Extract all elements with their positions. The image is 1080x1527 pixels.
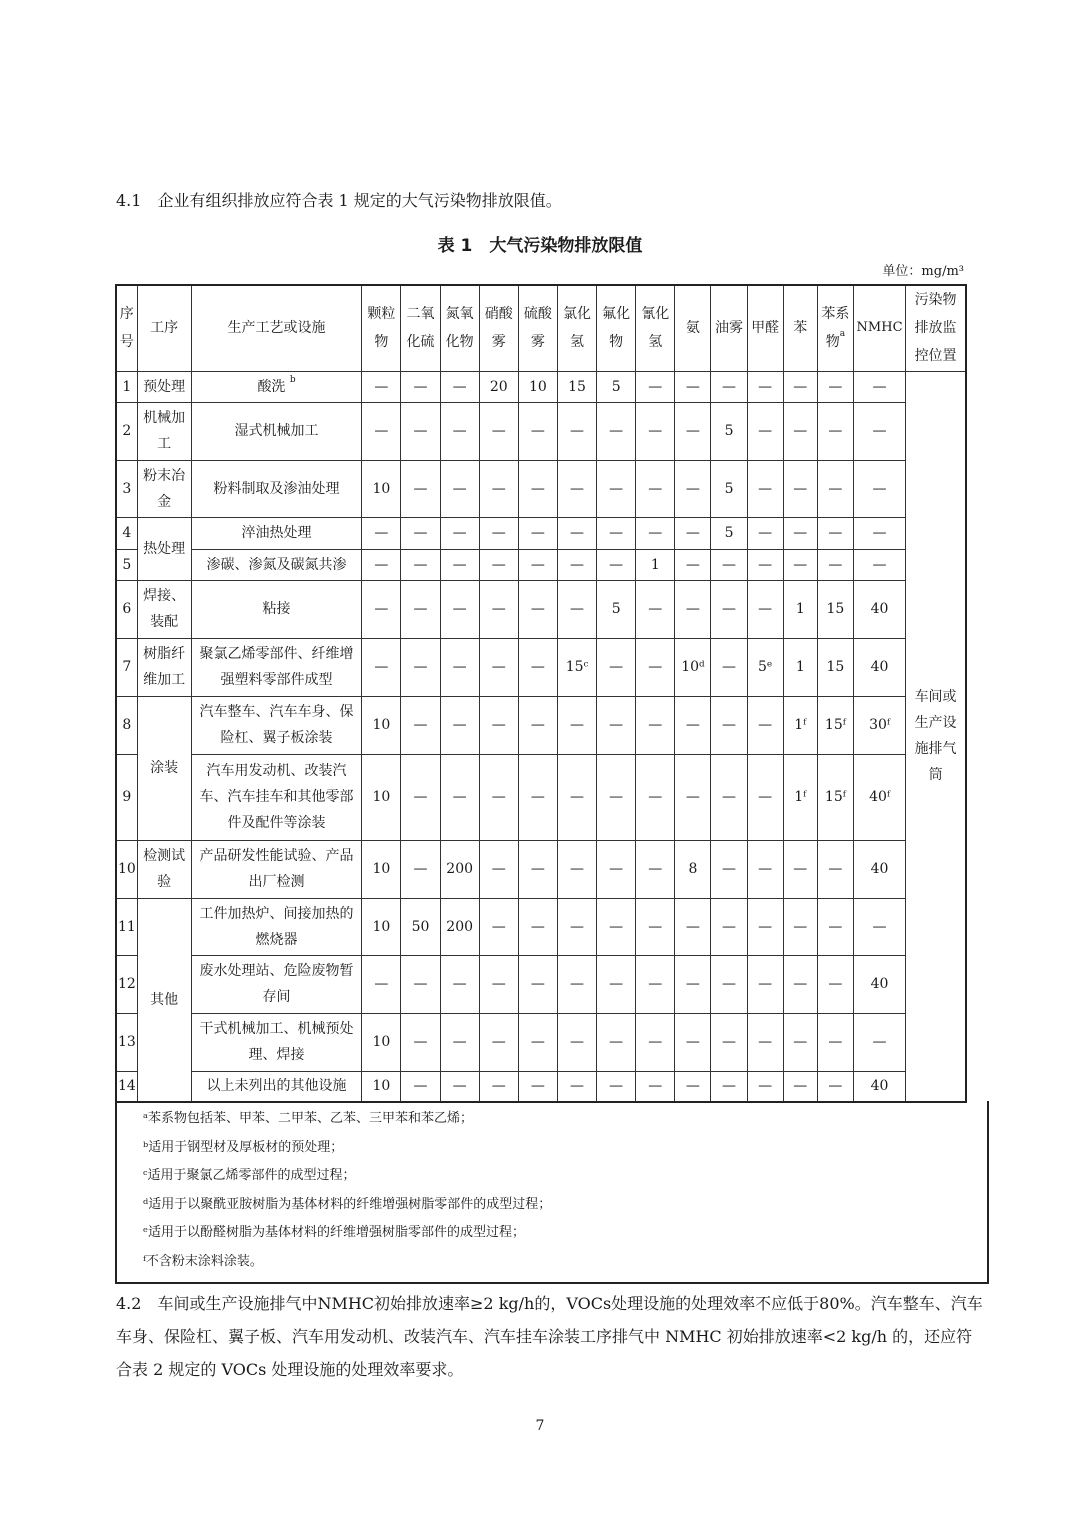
value-cell: — <box>817 549 853 580</box>
value-cell: — <box>440 696 479 754</box>
value-cell: — <box>817 402 853 460</box>
value-cell: — <box>675 517 711 549</box>
row-number: 11 <box>116 898 137 955</box>
value-cell: — <box>747 460 783 517</box>
value-cell: — <box>597 696 636 754</box>
value-cell: 15 <box>817 638 853 696</box>
value-cell: 10 <box>362 696 401 754</box>
value-cell: — <box>557 460 596 517</box>
value-cell: — <box>675 898 711 955</box>
header-process: 工序 <box>137 285 191 371</box>
value-cell: — <box>675 371 711 402</box>
table-row <box>116 549 966 580</box>
value-cell: — <box>597 898 636 955</box>
value-cell: 10 <box>362 460 401 517</box>
value-cell: 40 <box>853 955 905 1013</box>
row-number: 3 <box>116 460 137 517</box>
value-cell: — <box>597 517 636 549</box>
process-cell: 焊接、装配 <box>137 580 191 638</box>
table-row <box>116 754 966 840</box>
value-cell: — <box>479 696 518 754</box>
section-4-2-text: 4.2 车间或生产设施排气中NMHC初始排放速率≥2 kg/h的，VOCs处理设施的处理效率不应低于80%。汽车整车、汽车车身、保险杠、翼子板、汽车用发动机、改装汽车、汽车挂车涂装工序排气中 NMHC 初始排放速率<2 kg/h 的，还应符合表 2 规定的 VOCs 处理设施的处理效率要求。 <box>116 1294 983 1379</box>
section-4-1-text: 4.1 企业有组织排放应符合表 1 规定的大气污染物排放限值。 <box>116 191 562 210</box>
value-cell: — <box>817 840 853 898</box>
value-cell: — <box>636 402 675 460</box>
value-cell: 5ᵉ <box>747 638 783 696</box>
facility-cell: 以上未列出的其他设施 <box>191 1071 362 1102</box>
value-cell: — <box>557 1013 596 1071</box>
row-number: 9 <box>116 754 137 840</box>
value-cell: 5 <box>597 580 636 638</box>
process-cell: 预处理 <box>137 371 191 402</box>
facility-cell: 废水处理站、危险废物暂存间 <box>191 955 362 1013</box>
value-cell: — <box>597 638 636 696</box>
value-cell: — <box>636 517 675 549</box>
value-cell: — <box>853 898 905 955</box>
value-cell: — <box>362 549 401 580</box>
value-cell: — <box>518 517 557 549</box>
value-cell: 40 <box>853 580 905 638</box>
value-cell: — <box>518 402 557 460</box>
value-cell: — <box>597 1071 636 1102</box>
value-cell: — <box>479 517 518 549</box>
value-cell: — <box>817 1013 853 1071</box>
value-cell: — <box>440 549 479 580</box>
value-cell: — <box>479 638 518 696</box>
value-cell: — <box>783 549 817 580</box>
row-number: 4 <box>116 517 137 549</box>
value-cell: 10 <box>362 840 401 898</box>
value-cell: — <box>518 460 557 517</box>
facility-label: 酸洗 <box>257 378 286 395</box>
value-cell: — <box>675 580 711 638</box>
value-cell: — <box>557 754 596 840</box>
value-cell: — <box>518 1071 557 1102</box>
value-cell: 10 <box>362 754 401 840</box>
value-cell: — <box>636 696 675 754</box>
footnote: ᵃ苯系物包括苯、甲苯、二甲苯、乙苯、三甲苯和苯乙烯； <box>143 1111 474 1126</box>
value-cell: 40 <box>853 1071 905 1102</box>
table-row <box>116 898 966 955</box>
value-cell: — <box>636 371 675 402</box>
header-oil-mist: 油雾 <box>711 285 747 371</box>
value-cell: 200 <box>440 840 479 898</box>
value-cell: — <box>557 840 596 898</box>
value-cell: — <box>597 460 636 517</box>
value-cell: — <box>711 955 747 1013</box>
monitoring-location-cell: 车间或生产设施排气筒 <box>906 371 966 1102</box>
value-cell: — <box>783 840 817 898</box>
header-nitric-acid-mist: 硝酸雾 <box>479 285 518 371</box>
value-cell: — <box>479 580 518 638</box>
value-cell: — <box>557 898 596 955</box>
value-cell: — <box>401 696 440 754</box>
value-cell: — <box>440 955 479 1013</box>
value-cell: — <box>747 371 783 402</box>
value-cell: — <box>518 638 557 696</box>
table-caption: 表 1 大气污染物排放限值 <box>437 236 643 256</box>
value-cell: — <box>636 580 675 638</box>
header-particulate: 颗粒物 <box>362 285 401 371</box>
value-cell: — <box>711 1013 747 1071</box>
value-cell: — <box>479 754 518 840</box>
header-sulfuric-acid-mist: 硫酸雾 <box>518 285 557 371</box>
value-cell: — <box>401 371 440 402</box>
value-cell: — <box>747 840 783 898</box>
value-cell: — <box>479 955 518 1013</box>
value-cell: — <box>675 696 711 754</box>
value-cell: — <box>440 402 479 460</box>
value-cell: 15 <box>557 371 596 402</box>
value-cell: — <box>440 517 479 549</box>
value-cell: 40ᶠ <box>853 754 905 840</box>
value-cell: — <box>747 898 783 955</box>
value-cell: 40 <box>853 638 905 696</box>
row-number: 14 <box>116 1071 137 1102</box>
value-cell: 1ᶠ <box>783 754 817 840</box>
page-number: 7 <box>535 1418 545 1434</box>
row-number: 10 <box>116 840 137 898</box>
value-cell: — <box>783 402 817 460</box>
value-cell: — <box>747 517 783 549</box>
value-cell: — <box>440 1013 479 1071</box>
value-cell: — <box>636 754 675 840</box>
value-cell: — <box>636 460 675 517</box>
value-cell: — <box>747 955 783 1013</box>
value-cell: 1 <box>783 580 817 638</box>
footnote-mark-b: b <box>289 374 296 385</box>
value-cell: — <box>401 402 440 460</box>
facility-cell: 淬油热处理 <box>191 517 362 549</box>
value-cell: — <box>440 1071 479 1102</box>
value-cell: — <box>518 549 557 580</box>
value-cell: — <box>636 638 675 696</box>
facility-cell: 粉料制取及渗油处理 <box>191 460 362 517</box>
header-benzene-series <box>817 285 853 371</box>
value-cell: — <box>518 840 557 898</box>
value-cell: 15ᶜ <box>557 638 596 696</box>
value-cell: — <box>853 402 905 460</box>
value-cell: — <box>675 402 711 460</box>
table-row <box>116 460 966 517</box>
value-cell: — <box>853 371 905 402</box>
value-cell: — <box>747 1071 783 1102</box>
value-cell: — <box>783 517 817 549</box>
value-cell: — <box>597 840 636 898</box>
value-cell: — <box>711 549 747 580</box>
value-cell: — <box>479 1071 518 1102</box>
row-number: 2 <box>116 402 137 460</box>
value-cell: — <box>401 754 440 840</box>
table-row <box>116 580 966 638</box>
value-cell: — <box>362 638 401 696</box>
value-cell: — <box>817 1071 853 1102</box>
value-cell: — <box>518 1013 557 1071</box>
value-cell: 20 <box>479 371 518 402</box>
value-cell: — <box>401 580 440 638</box>
process-cell: 其他 <box>137 898 191 1102</box>
table-row <box>116 1071 966 1102</box>
header-seq: 序号 <box>116 285 137 371</box>
table-footnotes <box>115 1101 989 1284</box>
process-cell: 检测试验 <box>137 840 191 898</box>
row-number: 12 <box>116 955 137 1013</box>
header-benzene-series-label: 苯系物 <box>821 306 850 351</box>
value-cell: 5 <box>711 402 747 460</box>
value-cell: — <box>362 517 401 549</box>
value-cell: — <box>440 371 479 402</box>
value-cell: 30ᶠ <box>853 696 905 754</box>
value-cell: — <box>479 898 518 955</box>
facility-cell: 汽车用发动机、改装汽车、汽车挂车和其他零部件及配件等涂装 <box>191 754 362 840</box>
value-cell: — <box>711 696 747 754</box>
value-cell: — <box>597 402 636 460</box>
value-cell: — <box>479 460 518 517</box>
row-number: 13 <box>116 1013 137 1071</box>
value-cell: — <box>783 460 817 517</box>
value-cell: — <box>711 1071 747 1102</box>
value-cell: — <box>479 549 518 580</box>
table-row <box>116 371 966 402</box>
process-cell: 树脂纤维加工 <box>137 638 191 696</box>
value-cell: — <box>853 1013 905 1071</box>
value-cell: — <box>518 955 557 1013</box>
value-cell: — <box>518 580 557 638</box>
header-benzene: 苯 <box>783 285 817 371</box>
process-cell: 热处理 <box>137 517 191 580</box>
value-cell: — <box>747 696 783 754</box>
value-cell: — <box>401 549 440 580</box>
value-cell: — <box>853 517 905 549</box>
value-cell: — <box>557 517 596 549</box>
value-cell: — <box>479 1013 518 1071</box>
value-cell: — <box>711 580 747 638</box>
value-cell: 5 <box>597 371 636 402</box>
value-cell: 1ᶠ <box>783 696 817 754</box>
value-cell: 8 <box>675 840 711 898</box>
value-cell: — <box>636 1071 675 1102</box>
footnote: ᵇ适用于钢型材及厚板材的预处理； <box>143 1139 344 1155</box>
value-cell: — <box>817 517 853 549</box>
value-cell: — <box>747 754 783 840</box>
value-cell: — <box>636 840 675 898</box>
value-cell: 200 <box>440 898 479 955</box>
header-facility: 生产工艺或设施 <box>191 285 362 371</box>
value-cell: — <box>636 955 675 1013</box>
emission-limits-table <box>115 284 967 1103</box>
value-cell: — <box>675 1071 711 1102</box>
unit-label: 单位：mg/m³ <box>882 264 964 279</box>
value-cell: — <box>636 1013 675 1071</box>
value-cell: — <box>783 1013 817 1071</box>
value-cell: — <box>636 898 675 955</box>
value-cell: 10 <box>362 898 401 955</box>
value-cell: — <box>675 549 711 580</box>
value-cell: 15ᶠ <box>817 696 853 754</box>
facility-cell: 湿式机械加工 <box>191 402 362 460</box>
facility-cell <box>191 371 362 402</box>
process-cell: 涂装 <box>137 696 191 840</box>
value-cell: 40 <box>853 840 905 898</box>
header-monitoring-location: 污染物排放监控位置 <box>906 285 966 371</box>
value-cell: — <box>557 402 596 460</box>
value-cell: 10 <box>362 1071 401 1102</box>
value-cell: — <box>557 696 596 754</box>
value-cell: — <box>401 460 440 517</box>
facility-cell: 干式机械加工、机械预处理、焊接 <box>191 1013 362 1071</box>
header-hcn: 氰化氢 <box>636 285 675 371</box>
value-cell: — <box>401 638 440 696</box>
value-cell: — <box>711 638 747 696</box>
header-nox: 氮氧化物 <box>440 285 479 371</box>
value-cell: — <box>557 1071 596 1102</box>
header-nmhc: NMHC <box>853 285 905 371</box>
row-number: 6 <box>116 580 137 638</box>
value-cell: — <box>518 696 557 754</box>
value-cell: 1 <box>783 638 817 696</box>
value-cell: — <box>401 1071 440 1102</box>
value-cell: — <box>401 955 440 1013</box>
value-cell: — <box>783 898 817 955</box>
value-cell: — <box>518 898 557 955</box>
value-cell: — <box>401 517 440 549</box>
row-number: 1 <box>116 371 137 402</box>
value-cell: — <box>711 371 747 402</box>
value-cell: 10 <box>362 1013 401 1071</box>
table-row <box>116 1013 966 1071</box>
value-cell: — <box>440 638 479 696</box>
row-number: 7 <box>116 638 137 696</box>
facility-cell: 聚氯乙烯零部件、纤维增强塑料零部件成型 <box>191 638 362 696</box>
value-cell: — <box>557 580 596 638</box>
value-cell: 5 <box>711 517 747 549</box>
value-cell: — <box>362 580 401 638</box>
facility-cell: 工件加热炉、间接加热的燃烧器 <box>191 898 362 955</box>
value-cell: — <box>440 754 479 840</box>
value-cell: — <box>362 371 401 402</box>
table-header-row <box>116 285 966 371</box>
footnote: ᵈ适用于以聚酰亚胺树脂为基体材料的纤维增强树脂零部件的成型过程； <box>143 1196 552 1212</box>
table-row <box>116 955 966 1013</box>
value-cell: — <box>675 754 711 840</box>
footnote-mark-a: a <box>839 329 846 340</box>
table-row <box>116 696 966 754</box>
facility-cell: 粘接 <box>191 580 362 638</box>
value-cell: — <box>747 402 783 460</box>
value-cell: — <box>557 549 596 580</box>
value-cell: — <box>597 955 636 1013</box>
facility-cell: 汽车整车、汽车车身、保险杠、翼子板涂装 <box>191 696 362 754</box>
value-cell: — <box>853 549 905 580</box>
row-number: 5 <box>116 549 137 580</box>
value-cell: — <box>747 580 783 638</box>
value-cell: — <box>518 754 557 840</box>
footnote: ᵉ适用于以酚醛树脂为基体材料的纤维增强树脂零部件的成型过程； <box>143 1225 526 1240</box>
value-cell: — <box>479 840 518 898</box>
value-cell: — <box>597 754 636 840</box>
value-cell: — <box>783 1071 817 1102</box>
header-so2: 二氧化硫 <box>401 285 440 371</box>
footnote: ᶠ不含粉末涂料涂装。 <box>143 1253 263 1269</box>
value-cell: 10 <box>518 371 557 402</box>
value-cell: — <box>401 840 440 898</box>
value-cell: — <box>817 371 853 402</box>
value-cell: 15ᶠ <box>817 754 853 840</box>
value-cell: — <box>747 1013 783 1071</box>
value-cell: 50 <box>401 898 440 955</box>
value-cell: — <box>747 549 783 580</box>
table-row <box>116 517 966 549</box>
value-cell: — <box>711 754 747 840</box>
value-cell: — <box>783 955 817 1013</box>
value-cell: — <box>817 460 853 517</box>
row-number: 8 <box>116 696 137 754</box>
table-row <box>116 638 966 696</box>
value-cell: — <box>557 955 596 1013</box>
value-cell: 15 <box>817 580 853 638</box>
value-cell: — <box>440 460 479 517</box>
value-cell: — <box>362 402 401 460</box>
value-cell: — <box>675 1013 711 1071</box>
facility-cell: 产品研发性能试验、产品出厂检测 <box>191 840 362 898</box>
process-cell: 粉末冶金 <box>137 460 191 517</box>
value-cell: — <box>817 898 853 955</box>
value-cell: — <box>597 549 636 580</box>
value-cell: — <box>440 580 479 638</box>
value-cell: — <box>362 955 401 1013</box>
table-row <box>116 840 966 898</box>
header-hcl: 氯化氢 <box>557 285 596 371</box>
value-cell: — <box>675 460 711 517</box>
header-ammonia: 氨 <box>675 285 711 371</box>
header-formaldehyde: 甲醛 <box>747 285 783 371</box>
value-cell: 1 <box>636 549 675 580</box>
value-cell: — <box>783 371 817 402</box>
value-cell: — <box>597 1013 636 1071</box>
value-cell: — <box>401 1013 440 1071</box>
table-row <box>116 402 966 460</box>
value-cell: — <box>817 955 853 1013</box>
value-cell: — <box>479 402 518 460</box>
value-cell: — <box>853 460 905 517</box>
value-cell: 10ᵈ <box>675 638 711 696</box>
value-cell: 5 <box>711 460 747 517</box>
facility-cell: 渗碳、渗氮及碳氮共渗 <box>191 549 362 580</box>
header-fluoride: 氟化物 <box>597 285 636 371</box>
value-cell: — <box>675 955 711 1013</box>
value-cell: — <box>711 898 747 955</box>
value-cell: — <box>711 840 747 898</box>
process-cell: 机械加工 <box>137 402 191 460</box>
footnote: ᶜ适用于聚氯乙烯零部件的成型过程； <box>143 1168 356 1183</box>
